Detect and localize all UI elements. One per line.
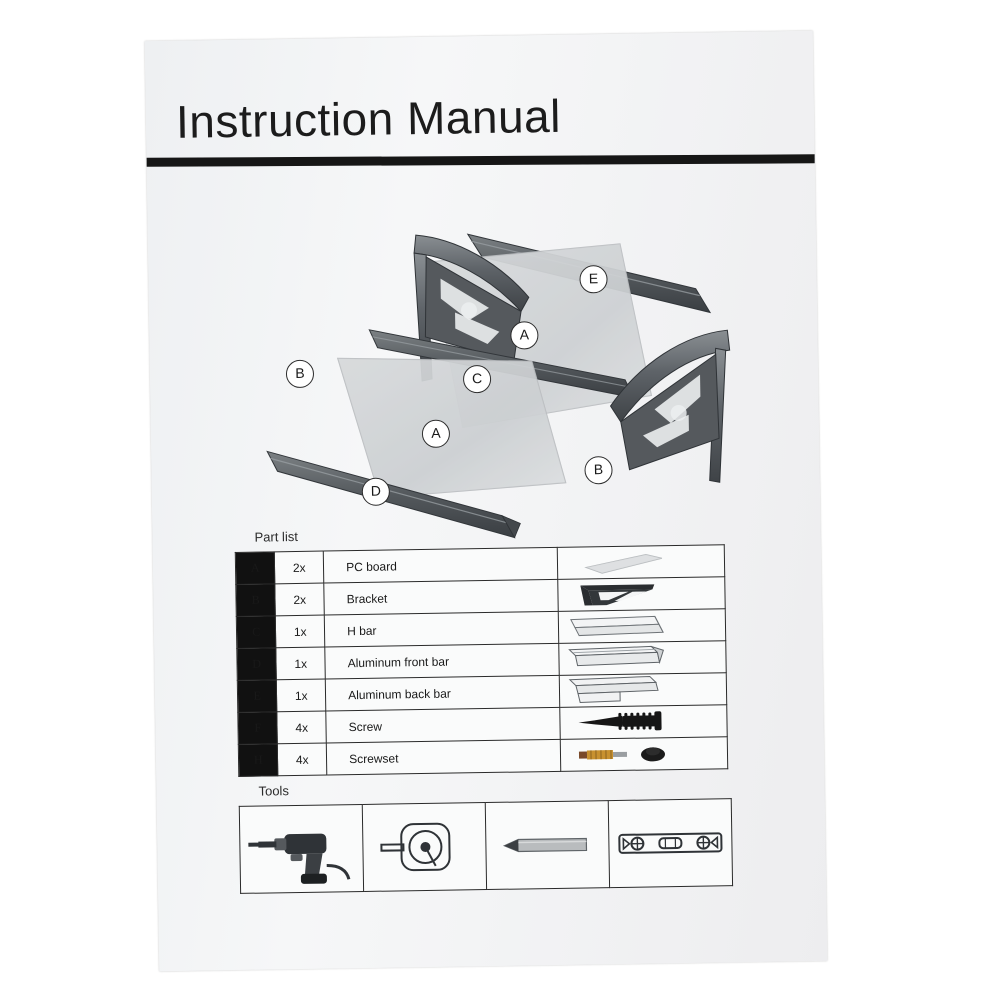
part-qty: 4x: [278, 743, 327, 776]
part-image-cell: [560, 737, 728, 772]
part-image-cell: [559, 673, 727, 708]
drill-icon: [240, 805, 363, 893]
part-image-cell: [557, 545, 725, 580]
part-image-cell: [558, 609, 726, 644]
part-name: Screwset: [326, 739, 560, 775]
part-name: Aluminum back bar: [325, 675, 559, 711]
callout-b-right: B: [584, 456, 612, 484]
part-letter: H: [238, 744, 278, 777]
callout-a-lower: A: [422, 420, 450, 448]
front-bar-icon: [559, 641, 725, 675]
tool-cell-pencil: [485, 801, 609, 890]
part-name: Bracket: [324, 579, 558, 615]
back-bar-icon: [560, 673, 726, 707]
pencil-icon: [486, 801, 609, 889]
h-bar-icon: [559, 609, 725, 643]
part-qty: 1x: [276, 615, 325, 648]
tools-label: Tools: [258, 783, 290, 799]
part-image-cell: [559, 641, 727, 676]
part-image-cell: [558, 577, 726, 612]
page-title: Instruction Manual: [175, 89, 562, 148]
part-letter: A: [235, 552, 275, 585]
screw-icon: [560, 705, 726, 739]
part-letter: B: [236, 584, 276, 617]
instruction-manual-sheet: [145, 31, 828, 971]
part-name: H bar: [324, 611, 558, 647]
part-letter: D: [237, 648, 277, 681]
bracket-icon: [558, 577, 724, 611]
part-list-label: Part list: [254, 528, 298, 545]
pc-board-icon: [558, 545, 724, 579]
callout-d: D: [362, 478, 390, 506]
part-qty: 2x: [275, 583, 324, 616]
part-qty: 4x: [277, 711, 326, 744]
part-name: Aluminum front bar: [325, 643, 559, 679]
part-a-lower-panel-graphic: [338, 355, 566, 499]
table-row: [239, 799, 732, 894]
tool-cell-tape-measure: [362, 803, 486, 892]
tool-cell-drill: [239, 804, 363, 893]
tools-table: [239, 798, 733, 894]
part-qty: 2x: [275, 551, 324, 584]
part-list-table: [235, 544, 728, 777]
part-letter: C: [236, 616, 276, 649]
tape-measure-icon: [363, 803, 486, 891]
part-qty: 1x: [276, 647, 325, 680]
tool-cell-level: [608, 799, 732, 888]
part-letter: E: [237, 680, 277, 713]
part-letter: F: [238, 712, 278, 745]
callout-e: E: [579, 265, 607, 293]
part-name: Screw: [326, 707, 560, 743]
screwset-icon: [561, 737, 727, 771]
callout-c: C: [463, 365, 491, 393]
spirit-level-icon: [609, 799, 732, 887]
part-qty: 1x: [277, 679, 326, 712]
exploded-assembly-diagram: [167, 181, 802, 531]
part-name: PC board: [323, 547, 557, 583]
callout-b-left: B: [286, 360, 314, 388]
callout-a-upper: A: [510, 321, 538, 349]
part-image-cell: [560, 705, 728, 740]
